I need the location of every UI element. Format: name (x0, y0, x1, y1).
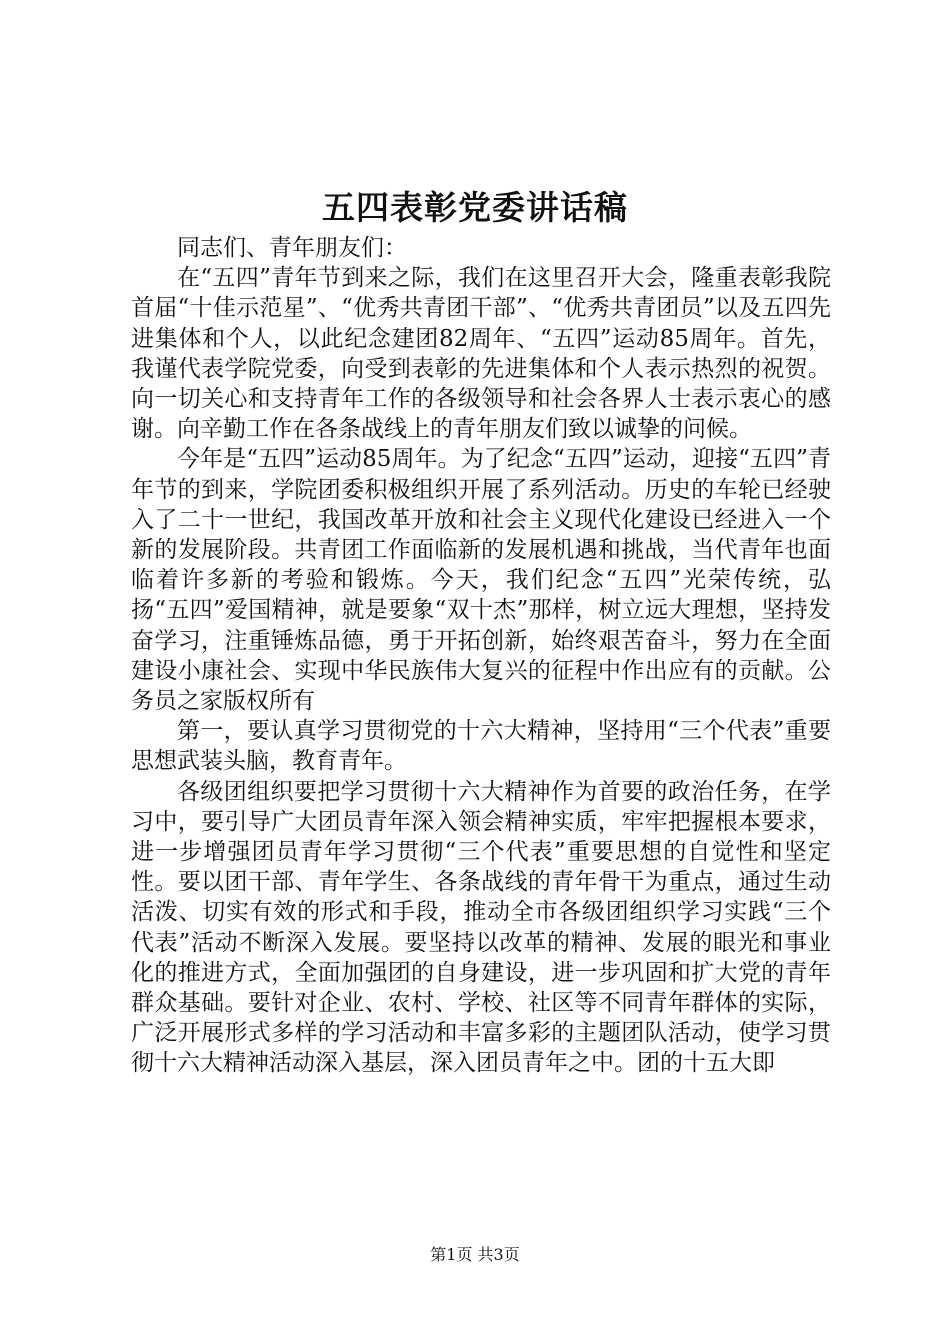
paragraph-opening: 在“五四”青年节到来之际，我们在这里召开大会，隆重表彰我院首届“十佳示范星”、“优秀共青团干部”、“优秀共青团员”以及五四先进集体和个人，以此纪念建团82周年、“五四”运动85周年。首先，我谨代表学院党委，向受到表彰的先进集体和个人表示热烈的祝贺。向一切关心和支持青年工作的各级领导和社会各界人士表示衷心的感谢。向辛勤工作在各条战线上的青年朋友们致以诚挚的问候。 (131, 265, 831, 443)
paragraph-salutation: 同志们、青年朋友们： (177, 235, 407, 261)
document-body (131, 233, 831, 1079)
page-number-footer: 第1页 共3页 (430, 1245, 520, 1264)
document-title: 五四表彰党委讲话稿 (322, 188, 628, 227)
paragraph-anniversary: 今年是“五四”运动85周年。为了纪念“五四”运动，迎接“五四”青年节的到来，学院团委积极组织开展了系列活动。历史的车轮已经驶入了二十一世纪，我国改革开放和社会主义现代化建设已经进入一个新的发展阶段。共青团工作面临新的发展机遇和挑战，当代青年也面临着许多新的考验和锻炼。今天，我们纪念“五四”光荣传统，弘扬“五四”爱国精神，就是要象“双十杰”那样，树立远大理想，坚持发奋学习，注重锤炼品德，勇于开拓创新，始终艰苦奋斗，努力在全面建设小康社会、实现中华民族伟大复兴的征程中作出应有的贡献。公务员之家版权所有 (131, 446, 831, 715)
paragraph-point-one: 第一，要认真学习贯彻党的十六大精神，坚持用“三个代表”重要思想武装头脑，教育青年。 (131, 718, 831, 775)
paragraph-organizations: 各级团组织要把学习贯彻十六大精神作为首要的政治任务，在学习中，要引导广大团员青年深入领会精神实质，牢牢把握根本要求，进一步增强团员青年学习贯彻“三个代表”重要思想的自觉性和坚定性。要以团干部、青年学生、各条战线的青年骨干为重点，通过生动活泼、切实有效的形式和手段，推动全市各级团组织学习实践“三个代表”活动不断深入发展。要坚持以改革的精神、发展的眼光和事业化的推进方式，全面加强团的自身建设，进一步巩固和扩大党的青年群众基础。要针对企业、农村、学校、社区等不同青年群体的实际，广泛开展形式多样的学习活动和丰富多彩的主题团队活动，使学习贯彻十六大精神活动深入基层，深入团员青年之中。团的十五大即 (131, 778, 831, 1077)
